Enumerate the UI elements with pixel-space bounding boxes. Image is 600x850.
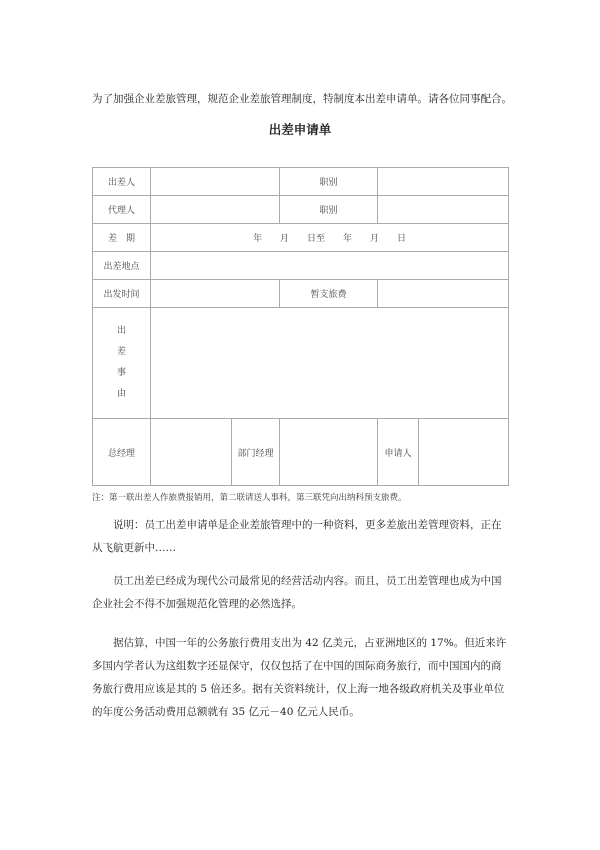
destination-label: 出差地点 [93, 252, 151, 280]
departure-label: 出发时间 [93, 280, 151, 308]
reason-char: 由 [116, 389, 126, 399]
reason-char: 出 [116, 326, 126, 336]
intro-text: 为了加强企业差旅管理，规范企业差旅管理制度，特制度本出差申请单。请各位同事配合。 [92, 93, 512, 105]
position-field[interactable] [378, 168, 509, 196]
traveler-field[interactable] [151, 168, 280, 196]
table-row [93, 280, 509, 308]
period-field[interactable]: 年 月 日至 年 月 日 [151, 224, 509, 252]
departure-field[interactable] [151, 280, 280, 308]
advance-label: 暂支旅费 [280, 280, 378, 308]
traveler-label: 出差人 [93, 168, 151, 196]
reason-field[interactable] [151, 308, 509, 419]
dept-mgr-label: 部门经理 [232, 419, 280, 486]
table-row [93, 252, 509, 280]
applicant-label: 申请人 [378, 419, 419, 486]
agent-label: 代理人 [93, 196, 151, 224]
reason-label [93, 308, 151, 419]
reason-char: 差 [116, 347, 126, 357]
table-row [93, 224, 509, 252]
table-row [93, 419, 509, 486]
table-row [93, 196, 509, 224]
paragraph: 据估算，中国一年的公务旅行费用支出为 42 亿美元，占亚洲地区的 17%。但近来许多国内学者认为这组数字还显保守，仅仅包括了在中国的国际商务旅行，而中国国内的商务旅行费用应该是其的 5 倍还多。据有关资料统计，仅上海一地各级政府机关及事业单位的年度公务活动费用总额就有 35 亿元－40 亿元人民币。 [92, 637, 507, 718]
paragraph: 员工出差已经成为现代公司最常见的经营活动内容。而且，员工出差管理也成为中国企业社会不得不加强规范化管理的必然选择。 [92, 575, 502, 610]
destination-field[interactable] [151, 252, 509, 280]
applicant-signature-field[interactable] [419, 419, 509, 486]
paragraph: 说明：员工出差申请单是企业差旅管理中的一种资料，更多差旅出差管理资料，正在从飞航更新中…… [92, 519, 502, 554]
form-title: 出差申请单 [268, 122, 332, 137]
position-label: 职别 [280, 168, 378, 196]
dept-mgr-signature-field[interactable] [280, 419, 378, 486]
gm-signature-field[interactable] [151, 419, 232, 486]
table-row [93, 308, 509, 419]
table-row [93, 168, 509, 196]
form-note: 注：第一联出差人作旅费报销用，第二联请送人事科，第三联凭向出纳科预支旅费。 [92, 493, 407, 503]
agent-field[interactable] [151, 196, 280, 224]
travel-request-form [92, 167, 509, 486]
gm-label: 总经理 [93, 419, 151, 486]
period-label: 差 期 [93, 224, 151, 252]
advance-field[interactable] [378, 280, 509, 308]
reason-char: 事 [116, 368, 126, 378]
position-label-2: 职别 [280, 196, 378, 224]
agent-position-field[interactable] [378, 196, 509, 224]
